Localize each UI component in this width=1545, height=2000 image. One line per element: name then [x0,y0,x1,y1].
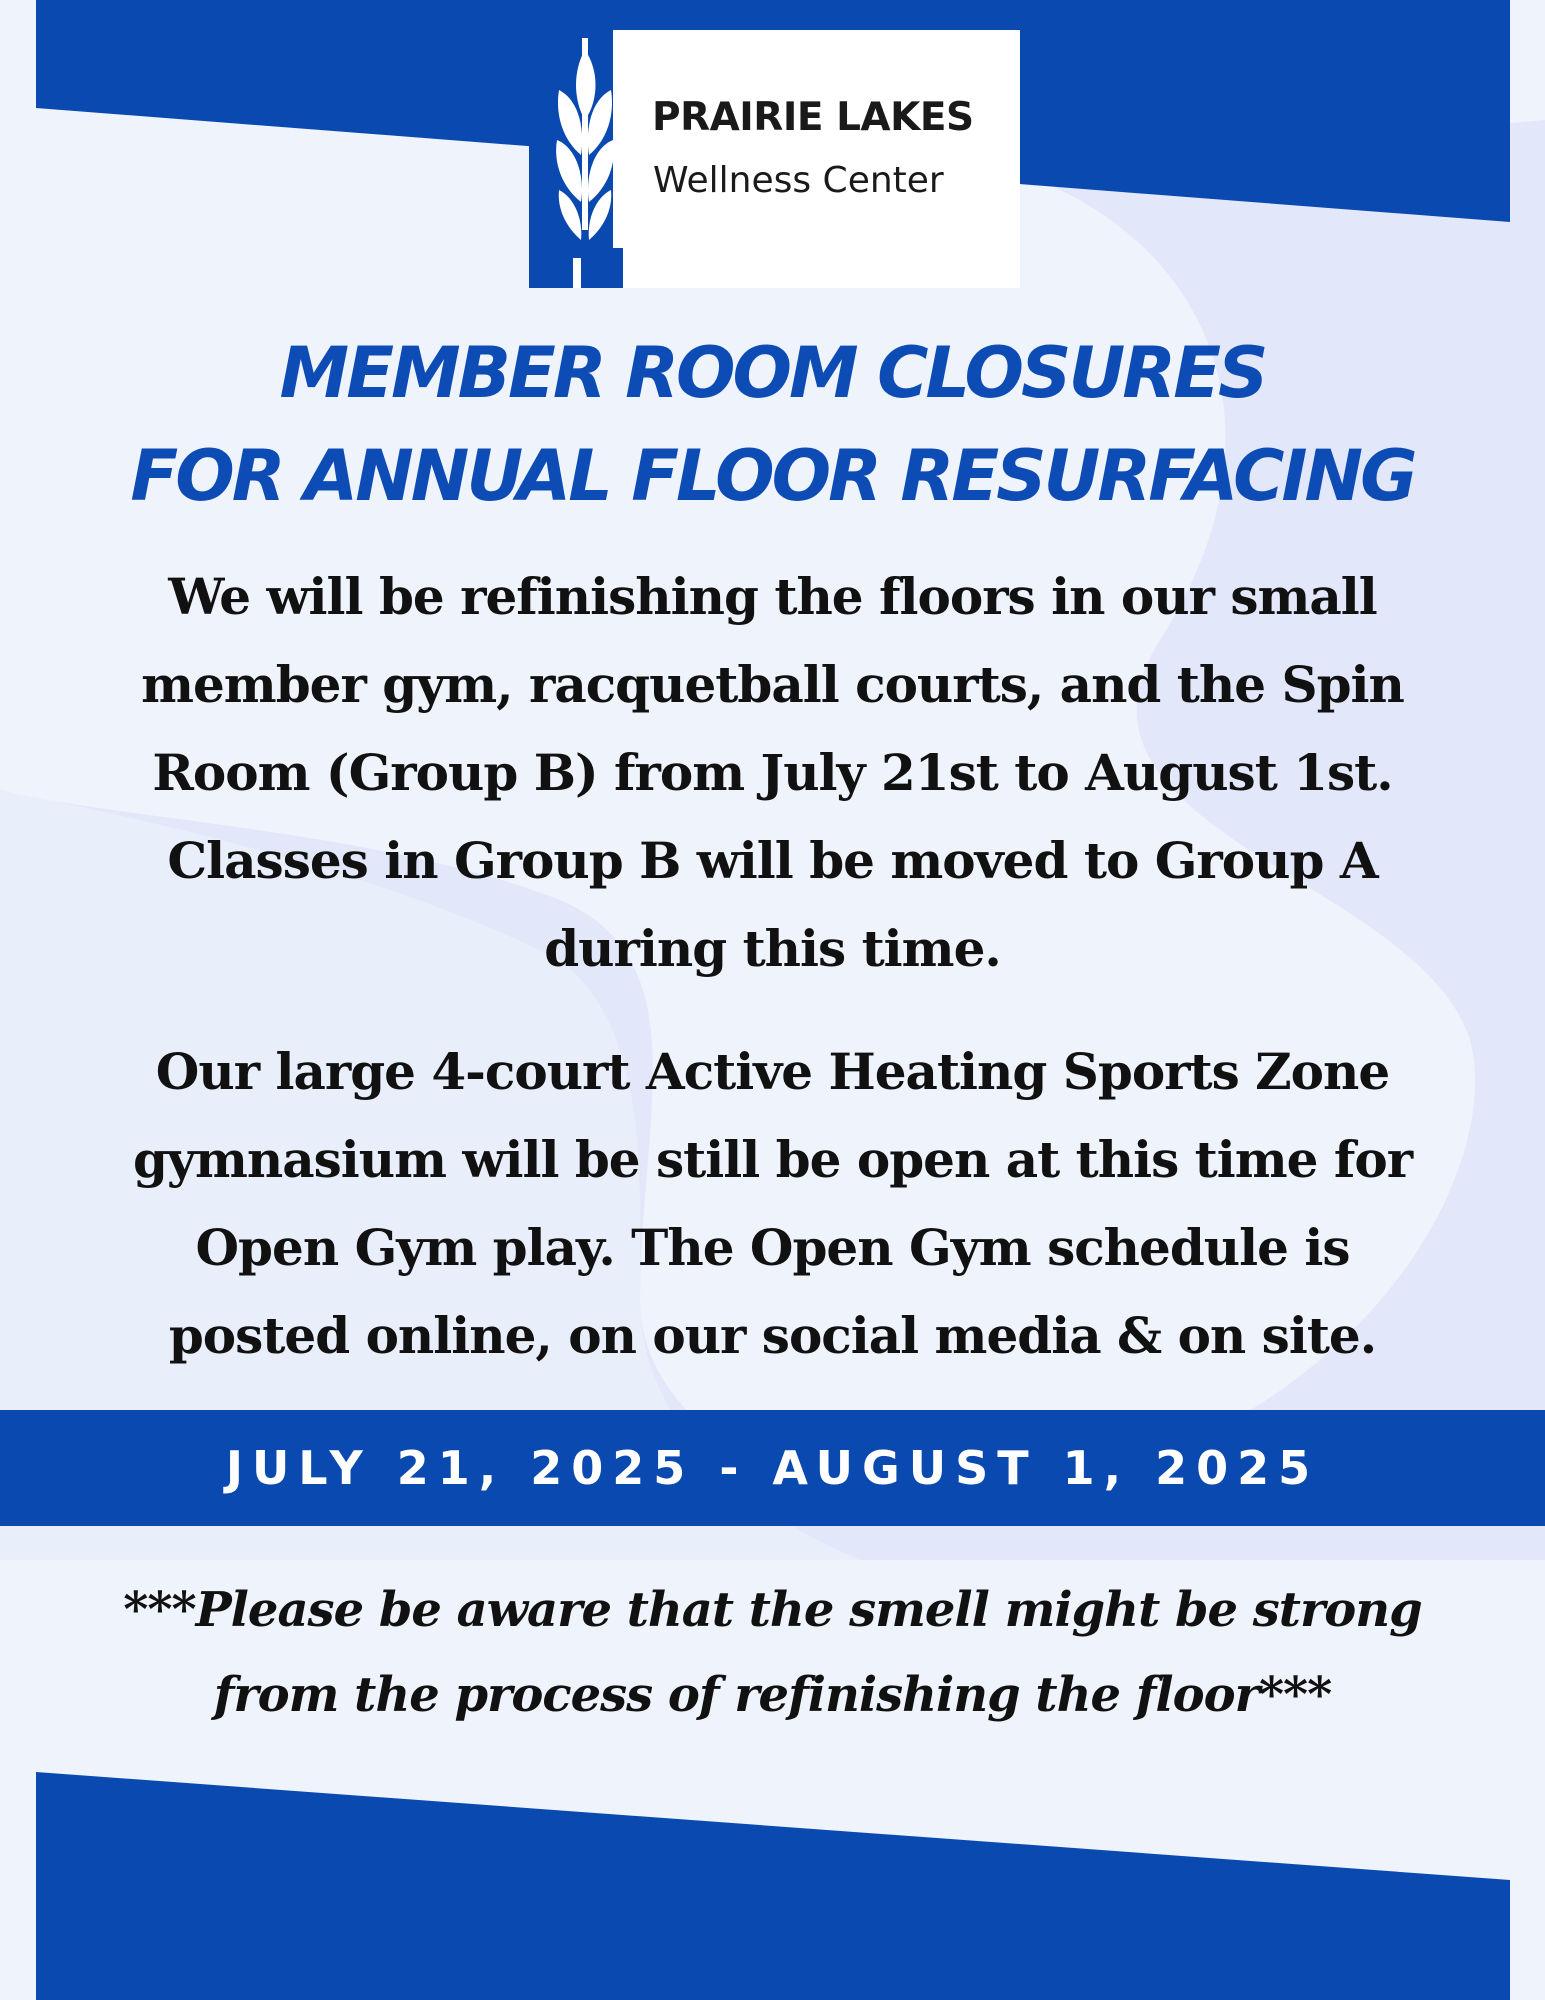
wheat-sheaf-icon [529,30,639,288]
headline [0,322,1545,528]
paragraph-line: Room (Group B) from July 21st to August 1st. [152,743,1393,802]
smell-warning-note [60,1568,1485,1738]
paragraph-line: member gym, racquetball courts, and the Spin [141,655,1404,714]
paragraph-line: during this time. [544,919,1001,978]
paragraph-line: gymnasium will be still be open at this time for [132,1130,1413,1189]
date-range: JULY 21, 2025 - AUGUST 1, 2025 [225,1441,1320,1495]
paragraph-line: We will be refinishing the floors in our small [168,567,1377,626]
closure-paragraph [80,553,1465,993]
paragraph-line: Open Gym play. The Open Gym schedule is [195,1218,1350,1277]
logo-name: PRAIRIE LAKES [652,95,974,140]
date-banner [0,1410,1545,1526]
note-line: from the process of refinishing the floor*** [213,1667,1332,1723]
open-gym-paragraph [80,1028,1465,1380]
paragraph-line: posted online, on our social media & on site. [168,1306,1377,1365]
logo-subtitle: Wellness Center [653,160,944,201]
paragraph-line: Classes in Group B will be moved to Group A [167,831,1378,890]
logo [529,30,1020,288]
paragraph-line: Our large 4-court Active Heating Sports Zone [155,1042,1390,1101]
note-line: ***Please be aware that the smell might be strong [123,1582,1422,1638]
headline-line-2: FOR ANNUAL FLOOR RESURFACING [130,435,1415,517]
headline-line-1: MEMBER ROOM CLOSURES [279,332,1266,414]
